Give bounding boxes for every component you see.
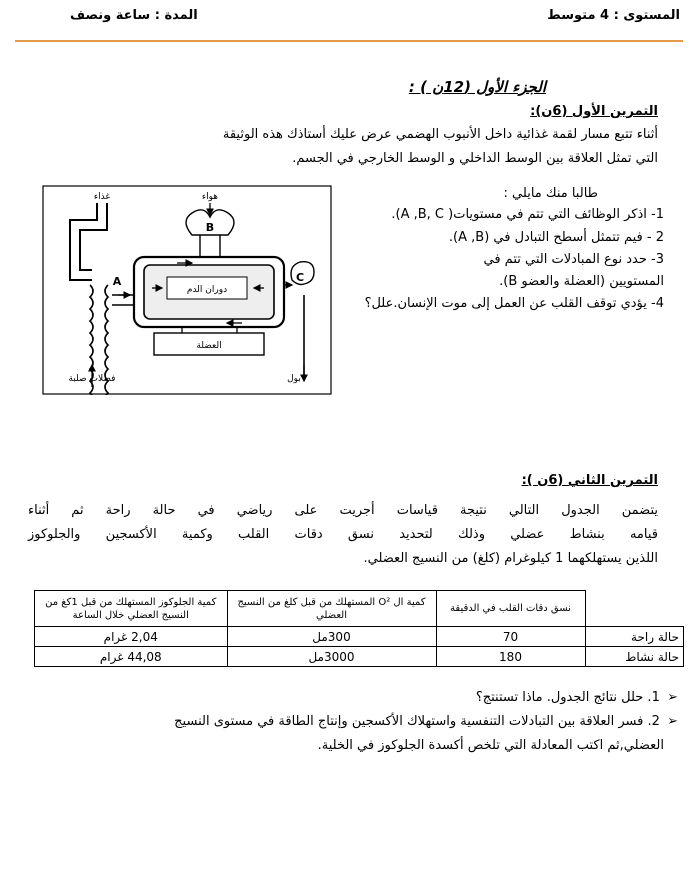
part1-title: الجزء الأول (12ن ) : bbox=[408, 78, 546, 96]
arrow-bullet-icon: ➢ bbox=[667, 714, 678, 729]
exercise1-title: التمرين الأول (6ن): bbox=[530, 104, 658, 119]
header-divider bbox=[15, 40, 683, 42]
diagram-muscle-label: العضلة bbox=[196, 341, 222, 351]
exchange-diagram bbox=[42, 185, 332, 395]
table-row bbox=[35, 627, 684, 647]
exercise1-asked: طالبا منك مايلي : bbox=[503, 186, 598, 201]
exercise2-title: التمرين الثاني (6ن ): bbox=[521, 473, 658, 488]
table-corner bbox=[585, 591, 684, 627]
exercise1-intro-1: أثناء تتبع مسار لقمة غذائية داخل الأنبوب الهضمي عرض عليك أستاذك هذه الوثيقة bbox=[222, 127, 658, 142]
arrow-bullet-icon: ➢ bbox=[667, 690, 678, 705]
diagram-label-b: B bbox=[205, 221, 215, 234]
exercise2-q1: 1. حلل نتائج الجدول. ماذا تستنتج؟ bbox=[475, 690, 660, 705]
table-row-label: حالة راحة bbox=[585, 627, 684, 647]
diagram-circulation-label: دوران الدم bbox=[186, 285, 228, 295]
table-cell-glucose: 2,04 غرام bbox=[35, 627, 228, 647]
exercise1-q1: 1- اذكر الوظائف التي تتم في مستويات( A ,B, C). bbox=[391, 207, 664, 222]
exercise2-intro-1: يتضمن الجدول التالي نتيجة قياسات أجريت على رياضي في حالة راحة ثم أثناء bbox=[28, 503, 658, 518]
exercise1-q3-b: المستويين (العضلة والعضو B). bbox=[499, 274, 664, 289]
table-header-oxygen: كمية ال O² المستهلك من قبل كلغ من النسيج العضلي bbox=[227, 591, 436, 627]
exercise2-q1-row bbox=[476, 686, 678, 709]
table-row bbox=[35, 647, 684, 667]
exercise2-q2-b: العضلي,ثم اكتب المعادلة التي تلخص أكسدة الجلوكوز في الخلية. bbox=[317, 738, 664, 753]
table-cell-oxygen: 3000مل bbox=[227, 647, 436, 667]
table-cell-oxygen: 300مل bbox=[227, 627, 436, 647]
exercise2-intro-3: اللذين يستهلكهما 1 كيلوغرام (كلغ) من النسيج العضلي. bbox=[363, 551, 658, 566]
diagram-label-a: A bbox=[112, 275, 122, 288]
exercise2-intro-2: قيامه بنشاط عضلي وذلك لتحديد نسق دقات القلب وكمية الأكسجين والجلوكوز bbox=[28, 527, 658, 542]
table-header-glucose: كمية الجلوكوز المستهلك من قبل 1كغ من النسيج العضلي خلال الساعة bbox=[35, 591, 228, 627]
exercise1-intro-2: التي تمثل العلاقة بين الوسط الداخلي و الوسط الخارجي في الجسم. bbox=[292, 151, 658, 166]
duration-label: المدة : ساعة ونصف bbox=[70, 8, 198, 23]
table-row-label: حالة نشاط bbox=[585, 647, 684, 667]
measurements-table bbox=[34, 590, 684, 667]
level-label: المستوى : 4 متوسط bbox=[547, 8, 680, 23]
table-cell-heart-rate: 180 bbox=[436, 647, 585, 667]
exercise2-q2-a: 2. فسر العلاقة بين التبادلات التنفسية واستهلاك الأكسجين وإنتاج الطاقة في مستوى النسيج bbox=[174, 714, 660, 729]
exercise1-q3-a: 3- حدد نوع المبادلات التي تتم في bbox=[483, 252, 664, 267]
table-cell-glucose: 44,08 غرام bbox=[35, 647, 228, 667]
diagram-solid-waste-label: فضلات صلبة bbox=[68, 374, 116, 384]
exercise2-q2-row bbox=[174, 710, 678, 733]
diagram-urine-label: بول bbox=[287, 374, 301, 384]
diagram-label-c: C bbox=[295, 271, 305, 284]
exercise1-q4: 4- يؤدي توقف القلب عن العمل إلى موت الإنسان.علل؟ bbox=[364, 296, 664, 311]
exercise1-q2: 2 - فيم تتمثل أسطح التبادل في (A ,B). bbox=[448, 230, 664, 245]
diagram-food-label: غذاء bbox=[93, 192, 111, 202]
table-header-heart-rate: نسق دقات القلب في الدقيقة bbox=[436, 591, 585, 627]
table-cell-heart-rate: 70 bbox=[436, 627, 585, 647]
diagram-air-label: هواء bbox=[201, 192, 219, 202]
